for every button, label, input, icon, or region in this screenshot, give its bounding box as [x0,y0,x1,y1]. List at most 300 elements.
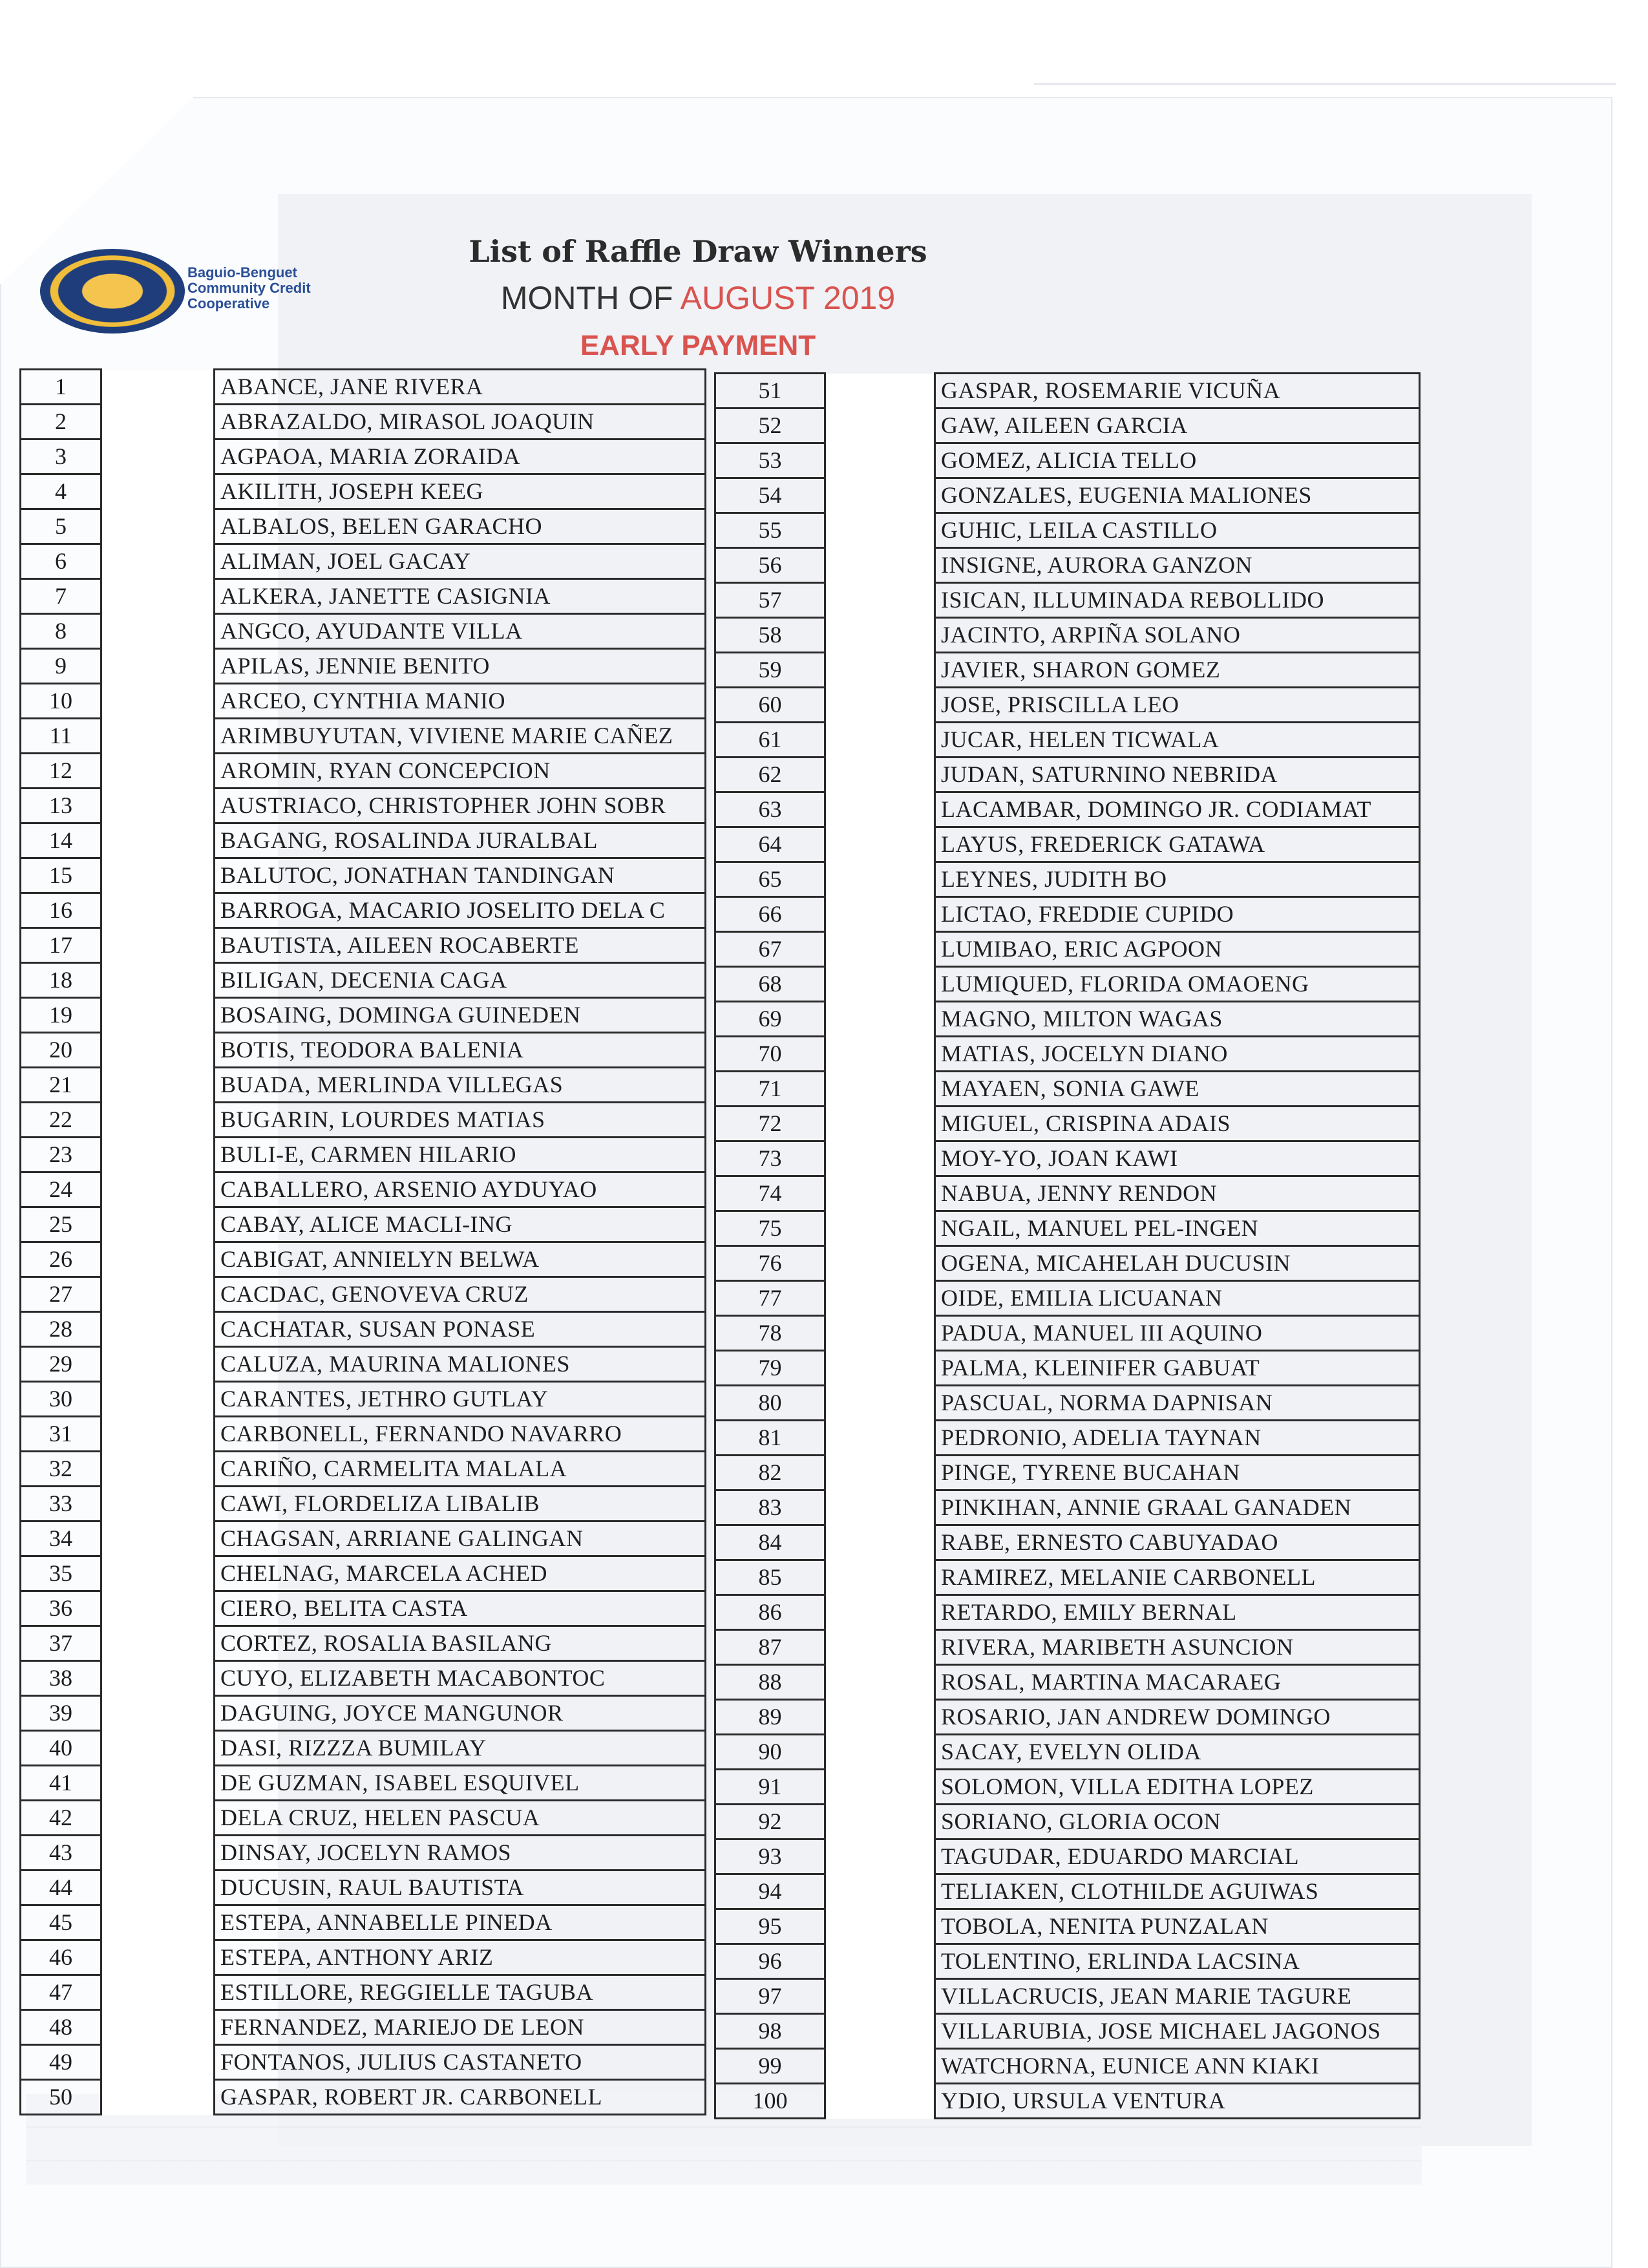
row-number: 40 [21,1731,101,1766]
winner-name: WATCHORNA, EUNICE ANN KIAKI [935,2049,1420,2084]
org-name-line2: Community Credit [187,280,311,296]
redacted-id-cell [101,684,215,719]
table-row [21,1871,706,1905]
table-row [21,1033,706,1068]
table-row [715,1805,1420,1839]
row-number: 75 [715,1211,825,1246]
row-number: 87 [715,1630,825,1665]
winner-name: CARBONELL, FERNANDO NAVARRO [215,1417,706,1452]
table-row [715,2084,1420,2119]
row-number: 88 [715,1665,825,1700]
redacted-id-cell [825,932,935,967]
table-row [21,1207,706,1242]
table-row [21,1626,706,1661]
row-number: 2 [21,405,101,440]
redacted-id-cell [825,758,935,792]
table-row [21,684,706,719]
winner-name: FERNANDEZ, MARIEJO DE LEON [215,2010,706,2045]
winner-name: GASPAR, ROSEMARIE VICUÑA [935,374,1420,408]
row-number: 13 [21,789,101,823]
row-number: 79 [715,1351,825,1386]
org-name-line3: Cooperative [187,295,270,312]
winner-name: AUSTRIACO, CHRISTOPHER JOHN SOBR [215,789,706,823]
table-row [715,1281,1420,1316]
row-number: 46 [21,1940,101,1975]
row-number: 27 [21,1277,101,1312]
row-number: 85 [715,1560,825,1595]
table-row [715,2014,1420,2049]
table-row [21,1312,706,1347]
row-number: 72 [715,1107,825,1141]
row-number: 70 [715,1037,825,1072]
winner-name: BARROGA, MACARIO JOSELITO DELA C [215,893,706,928]
table-row [715,1002,1420,1037]
winner-name: DELA CRUZ, HELEN PASCUA [215,1801,706,1836]
winner-name: RIVERA, MARIBETH ASUNCION [935,1630,1420,1665]
row-number: 24 [21,1172,101,1207]
winner-name: BULI-E, CARMEN HILARIO [215,1138,706,1172]
row-number: 54 [715,478,825,513]
row-number: 84 [715,1525,825,1560]
row-number: 63 [715,792,825,827]
table-row [21,893,706,928]
redacted-id-cell [825,1560,935,1595]
redacted-id-cell [101,474,215,509]
winners-table-right [714,372,1421,2119]
table-row [21,1242,706,1277]
table-row [21,1975,706,2010]
redacted-id-cell [101,998,215,1033]
table-row [21,998,706,1033]
redacted-id-cell [825,792,935,827]
redacted-id-cell [825,1805,935,1839]
table-row [715,1874,1420,1909]
table-row [21,789,706,823]
table-row [21,370,706,405]
table-row [21,2080,706,2115]
row-number: 80 [715,1386,825,1421]
winner-name: ISICAN, ILLUMINADA REBOLLIDO [935,583,1420,618]
redacted-id-cell [101,1801,215,1836]
redacted-id-cell [825,1002,935,1037]
row-number: 100 [715,2084,825,2119]
table-row [715,758,1420,792]
table-row [21,1731,706,1766]
table-row [715,1176,1420,1211]
winner-name: CABIGAT, ANNIELYN BELWA [215,1242,706,1277]
row-number: 96 [715,1944,825,1979]
redacted-id-cell [101,1591,215,1626]
table-row [21,1905,706,1940]
redacted-id-cell [101,2080,215,2115]
row-number: 25 [21,1207,101,1242]
row-number: 22 [21,1103,101,1138]
winners-left-body [21,370,706,2115]
table-row [715,1246,1420,1281]
redacted-id-cell [825,1874,935,1909]
table-row [21,1696,706,1731]
table-row [715,862,1420,897]
table-row [21,1417,706,1452]
row-number: 95 [715,1909,825,1944]
table-row [715,1700,1420,1735]
redacted-id-cell [101,2045,215,2080]
table-row [715,1072,1420,1107]
winner-name: TAGUDAR, EDUARDO MARCIAL [935,1839,1420,1874]
table-row [21,1103,706,1138]
winner-name: YDIO, URSULA VENTURA [935,2084,1420,2119]
winner-name: CACDAC, GENOVEVA CRUZ [215,1277,706,1312]
row-number: 92 [715,1805,825,1839]
winner-name: GAW, AILEEN GARCIA [935,408,1420,443]
table-row [21,823,706,858]
document-title: List of Raffle Draw Winners [469,234,927,269]
redacted-id-cell [825,1944,935,1979]
winner-name: ALKERA, JANETTE CASIGNIA [215,579,706,614]
redacted-id-cell [825,1700,935,1735]
table-row [21,405,706,440]
redacted-id-cell [825,688,935,723]
table-row [21,1347,706,1382]
row-number: 30 [21,1382,101,1417]
row-number: 83 [715,1490,825,1525]
winner-name: DINSAY, JOCELYN RAMOS [215,1836,706,1871]
org-name-line1: Baguio-Benguet [187,264,297,281]
row-number: 29 [21,1347,101,1382]
table-row [21,1138,706,1172]
row-number: 71 [715,1072,825,1107]
table-row [715,688,1420,723]
winner-name: BILIGAN, DECENIA CAGA [215,963,706,998]
redacted-id-cell [101,1033,215,1068]
redacted-id-cell [101,858,215,893]
winner-name: JUDAN, SATURNINO NEBRIDA [935,758,1420,792]
table-row [715,443,1420,478]
redacted-id-cell [101,1138,215,1172]
row-number: 45 [21,1905,101,1940]
row-number: 68 [715,967,825,1002]
row-number: 66 [715,897,825,932]
redacted-id-cell [101,928,215,963]
table-row [715,1386,1420,1421]
table-row [715,1316,1420,1351]
redacted-id-cell [825,1107,935,1141]
row-number: 21 [21,1068,101,1103]
row-number: 90 [715,1735,825,1770]
row-number: 52 [715,408,825,443]
redacted-id-cell [101,789,215,823]
redacted-id-cell [825,478,935,513]
row-number: 33 [21,1487,101,1521]
winner-name: TOLENTINO, ERLINDA LACSINA [935,1944,1420,1979]
row-number: 43 [21,1836,101,1871]
winner-name: GASPAR, ROBERT JR. CARBONELL [215,2080,706,2115]
row-number: 44 [21,1871,101,1905]
winner-name: ARCEO, CYNTHIA MANIO [215,684,706,719]
winner-name: JUCAR, HELEN TICWALA [935,723,1420,758]
redacted-id-cell [101,1312,215,1347]
row-number: 73 [715,1141,825,1176]
redacted-id-cell [101,1452,215,1487]
redacted-id-cell [101,1766,215,1801]
winner-name: ESTEPA, ANTHONY ARIZ [215,1940,706,1975]
row-number: 35 [21,1556,101,1591]
redacted-id-cell [825,1735,935,1770]
winner-name: ESTILLORE, REGGIELLE TAGUBA [215,1975,706,2010]
row-number: 62 [715,758,825,792]
redacted-id-cell [825,1141,935,1176]
table-row [715,583,1420,618]
redacted-id-cell [825,967,935,1002]
organization-name [187,265,368,312]
winner-name: LUMIBAO, ERIC AGPOON [935,932,1420,967]
row-number: 55 [715,513,825,548]
table-row [715,827,1420,862]
table-row [715,408,1420,443]
redacted-id-cell [825,513,935,548]
redacted-id-cell [101,509,215,544]
row-number: 82 [715,1456,825,1490]
redacted-id-cell [825,1281,935,1316]
table-row [21,1940,706,1975]
table-row [715,1456,1420,1490]
redacted-id-cell [101,1905,215,1940]
redacted-id-cell [101,1556,215,1591]
redacted-id-cell [825,1037,935,1072]
row-number: 20 [21,1033,101,1068]
winner-name: NABUA, JENNY RENDON [935,1176,1420,1211]
redacted-id-cell [101,614,215,649]
redacted-id-cell [101,1487,215,1521]
month-label: MONTH OF [500,280,673,316]
redacted-id-cell [825,1595,935,1630]
row-number: 67 [715,932,825,967]
table-row [21,1277,706,1312]
row-number: 58 [715,618,825,653]
redacted-id-cell [101,1068,215,1103]
redacted-id-cell [825,897,935,932]
winner-name: CHELNAG, MARCELA ACHED [215,1556,706,1591]
table-row [21,544,706,579]
table-row [715,1735,1420,1770]
winner-name: LEYNES, JUDITH BO [935,862,1420,897]
table-row [21,1661,706,1696]
winner-name: RABE, ERNESTO CABUYADAO [935,1525,1420,1560]
redacted-id-cell [101,1521,215,1556]
redacted-id-cell [101,823,215,858]
winner-name: ROSAL, MARTINA MACARAEG [935,1665,1420,1700]
row-number: 99 [715,2049,825,2084]
redacted-id-cell [825,548,935,583]
redacted-id-cell [825,374,935,408]
table-row [21,719,706,754]
redacted-id-cell [101,1871,215,1905]
row-number: 89 [715,1700,825,1735]
redacted-id-cell [825,1351,935,1386]
row-number: 49 [21,2045,101,2080]
row-number: 38 [21,1661,101,1696]
winner-name: OGENA, MICAHELAH DUCUSIN [935,1246,1420,1281]
winner-name: JOSE, PRISCILLA LEO [935,688,1420,723]
row-number: 28 [21,1312,101,1347]
winner-name: CUYO, ELIZABETH MACABONTOC [215,1661,706,1696]
table-row [715,1770,1420,1805]
redacted-id-cell [101,544,215,579]
cooperative-logo [40,249,185,334]
row-number: 8 [21,614,101,649]
redacted-id-cell [101,1731,215,1766]
table-row [21,1766,706,1801]
winner-name: PADUA, MANUEL III AQUINO [935,1316,1420,1351]
row-number: 97 [715,1979,825,2014]
winner-name: BALUTOC, JONATHAN TANDINGAN [215,858,706,893]
table-row [715,967,1420,1002]
redacted-id-cell [825,1490,935,1525]
winner-name: TOBOLA, NENITA PUNZALAN [935,1909,1420,1944]
paper-edge [1034,83,1616,85]
redacted-id-cell [101,1975,215,2010]
redacted-id-cell [825,583,935,618]
winner-name: CACHATAR, SUSAN PONASE [215,1312,706,1347]
winners-right-body [715,374,1420,2119]
row-number: 5 [21,509,101,544]
table-row [715,548,1420,583]
redacted-id-cell [101,1347,215,1382]
table-row [715,1979,1420,2014]
row-number: 10 [21,684,101,719]
row-number: 76 [715,1246,825,1281]
row-number: 32 [21,1452,101,1487]
redacted-id-cell [101,1103,215,1138]
winner-name: LACAMBAR, DOMINGO JR. CODIAMAT [935,792,1420,827]
redacted-id-cell [101,370,215,405]
winner-name: ESTEPA, ANNABELLE PINEDA [215,1905,706,1940]
table-row [21,579,706,614]
table-row [21,1556,706,1591]
table-row [21,754,706,789]
redacted-id-cell [101,440,215,474]
table-row [715,653,1420,688]
winner-name: JAVIER, SHARON GOMEZ [935,653,1420,688]
table-row [715,513,1420,548]
redacted-id-cell [825,1211,935,1246]
winners-table-left [19,368,706,2115]
redacted-id-cell [101,1661,215,1696]
row-number: 78 [715,1316,825,1351]
row-number: 39 [21,1696,101,1731]
redacted-id-cell [825,1909,935,1944]
redacted-id-cell [101,754,215,789]
row-number: 41 [21,1766,101,1801]
winner-name: ARIMBUYUTAN, VIVIENE MARIE CAÑEZ [215,719,706,754]
winner-name: BUADA, MERLINDA VILLEGAS [215,1068,706,1103]
row-number: 81 [715,1421,825,1456]
winner-name: CALUZA, MAURINA MALIONES [215,1347,706,1382]
row-number: 17 [21,928,101,963]
table-row [715,1909,1420,1944]
winner-name: CABAY, ALICE MACLI-ING [215,1207,706,1242]
table-row [21,1452,706,1487]
table-row [715,1595,1420,1630]
redacted-id-cell [825,2049,935,2084]
table-row [21,1836,706,1871]
winner-name: NGAIL, MANUEL PEL-INGEN [935,1211,1420,1246]
winner-name: ANGCO, AYUDANTE VILLA [215,614,706,649]
winner-name: DE GUZMAN, ISABEL ESQUIVEL [215,1766,706,1801]
redacted-id-cell [825,862,935,897]
table-row [715,1107,1420,1141]
redacted-id-cell [825,1770,935,1805]
winner-name: SOLOMON, VILLA EDITHA LOPEZ [935,1770,1420,1805]
table-row [21,614,706,649]
winner-name: AKILITH, JOSEPH KEEG [215,474,706,509]
row-number: 37 [21,1626,101,1661]
row-number: 4 [21,474,101,509]
winner-name: SACAY, EVELYN OLIDA [935,1735,1420,1770]
row-number: 69 [715,1002,825,1037]
row-number: 7 [21,579,101,614]
table-row [715,897,1420,932]
row-number: 1 [21,370,101,405]
winner-name: BOTIS, TEODORA BALENIA [215,1033,706,1068]
winner-name: BAGANG, ROSALINDA JURALBAL [215,823,706,858]
redacted-id-cell [101,1382,215,1417]
table-row [21,1172,706,1207]
table-row [715,1490,1420,1525]
winner-name: AGPAOA, MARIA ZORAIDA [215,440,706,474]
table-row [715,1944,1420,1979]
winner-name: FONTANOS, JULIUS CASTANETO [215,2045,706,2080]
row-number: 59 [715,653,825,688]
redacted-id-cell [101,1277,215,1312]
winner-name: LICTAO, FREDDIE CUPIDO [935,897,1420,932]
row-number: 12 [21,754,101,789]
table-row [21,440,706,474]
redacted-id-cell [101,1242,215,1277]
table-row [21,1521,706,1556]
row-number: 31 [21,1417,101,1452]
winner-name: AROMIN, RYAN CONCEPCION [215,754,706,789]
redacted-id-cell [101,579,215,614]
redacted-id-cell [101,1172,215,1207]
winner-name: CABALLERO, ARSENIO AYDUYAO [215,1172,706,1207]
redacted-id-cell [101,1696,215,1731]
row-number: 11 [21,719,101,754]
row-number: 3 [21,440,101,474]
redacted-id-cell [825,618,935,653]
winner-name: CORTEZ, ROSALIA BASILANG [215,1626,706,1661]
redacted-id-cell [825,1246,935,1281]
winner-name: GONZALES, EUGENIA MALIONES [935,478,1420,513]
winner-name: BOSAING, DOMINGA GUINEDEN [215,998,706,1033]
redacted-id-cell [825,1386,935,1421]
redacted-id-cell [101,405,215,440]
winner-name: CHAGSAN, ARRIANE GALINGAN [215,1521,706,1556]
table-row [21,509,706,544]
row-number: 77 [715,1281,825,1316]
redacted-id-cell [825,827,935,862]
winner-name: BAUTISTA, AILEEN ROCABERTE [215,928,706,963]
row-number: 34 [21,1521,101,1556]
winner-name: MAGNO, MILTON WAGAS [935,1002,1420,1037]
table-row [21,928,706,963]
table-row [21,1801,706,1836]
table-row [21,1487,706,1521]
redacted-id-cell [825,2084,935,2119]
table-row [21,858,706,893]
row-number: 94 [715,1874,825,1909]
table-row [21,2010,706,2045]
